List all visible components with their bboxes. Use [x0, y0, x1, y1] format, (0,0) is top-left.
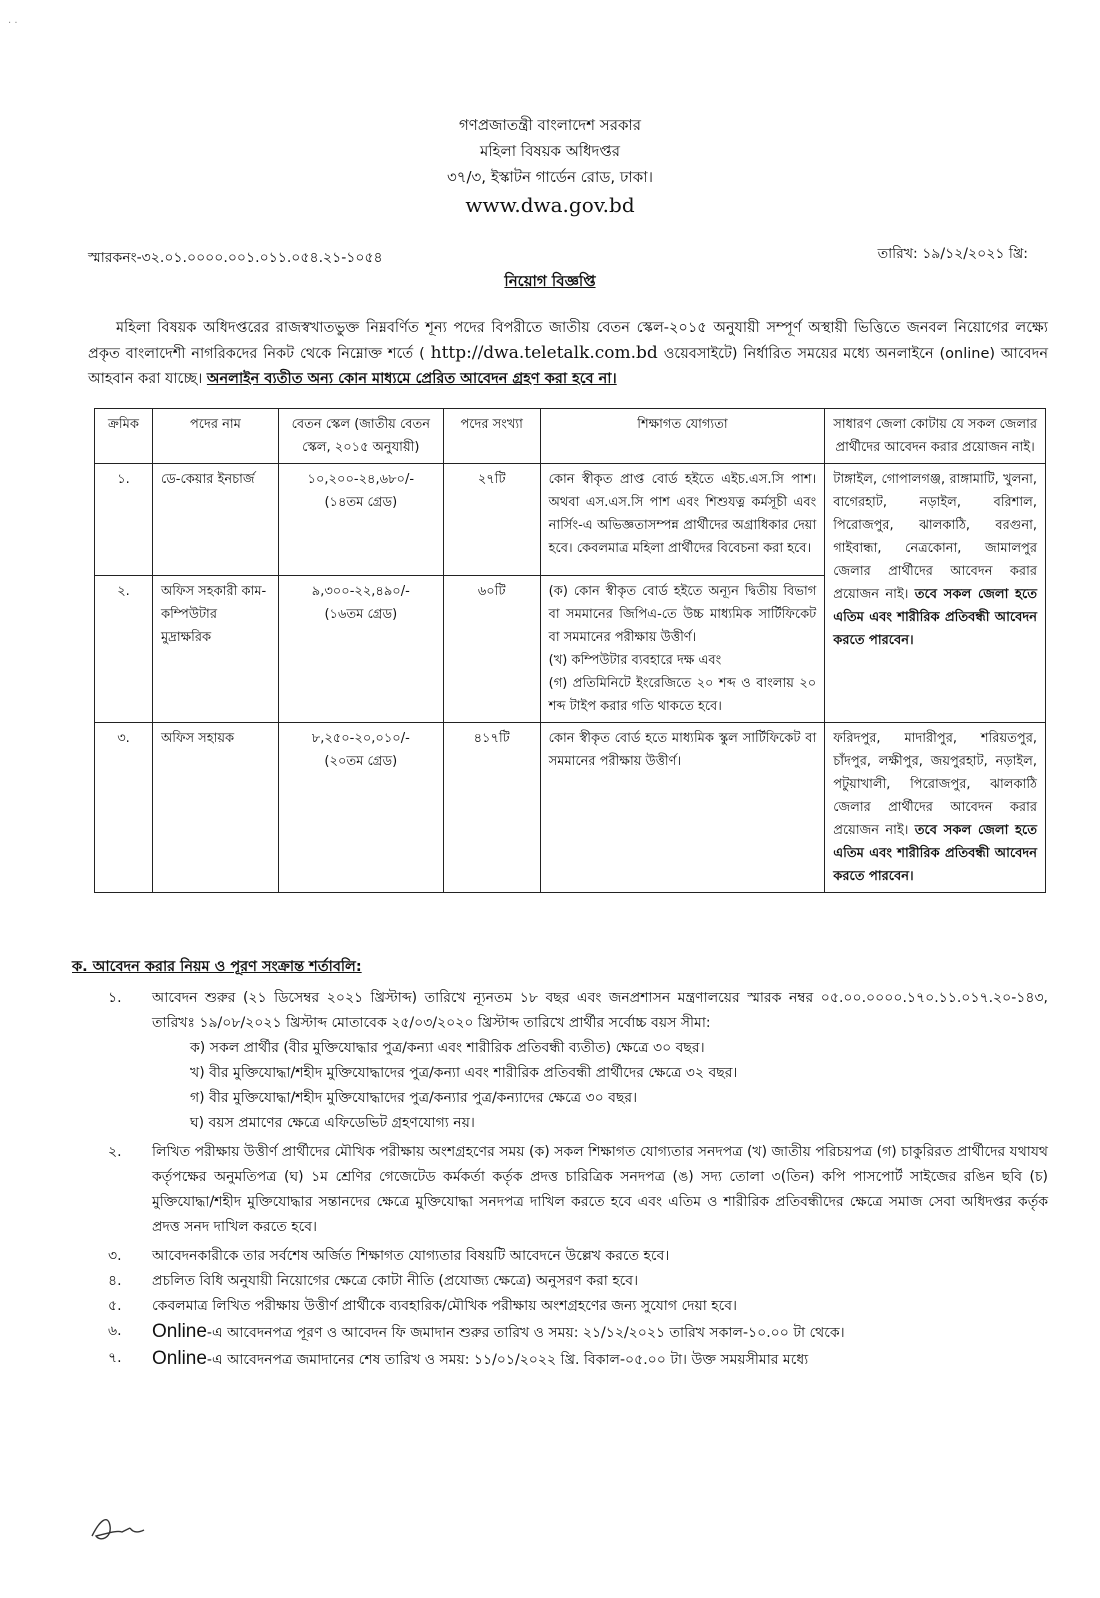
- row2-qual-a: (ক) কোন স্বীকৃত বোর্ড হইতে অন্যূন দ্বিতীয় বিভাগ বা সমমানের জিপিএ-তে উচ্চ মাধ্যমিক সার্টিফিকেট বা সমমানের পরীক্ষায় উত্তীর্ণ।: [548, 584, 817, 645]
- row1-qualification: কোন স্বীকৃত প্রাপ্ত বোর্ড হইতে এইচ.এস.সি পাশ। অথবা এস.এস.সি পাশ এবং শিশুযত্ন কর্মসূচী এবং নার্সিং-এ অভিজ্ঞতাসম্পন্ন প্রার্থীদের অগ্রাধিকার দেয়া হবে। কেবলমাত্র মহিলা প্রার্থীদের বিবেচনা করা হবে।: [540, 464, 825, 576]
- clause-3-number: ৩.: [108, 1248, 122, 1264]
- row2-qual-c: (গ) প্রতিমিনিটে ইংরেজিতে ২০ শব্দ ও বাংলায় ২০ শব্দ টাইপ করার গতি থাকতে হবে।: [548, 676, 817, 714]
- clause-7-online: Online: [152, 1348, 207, 1369]
- clause-6: [100, 1319, 1048, 1346]
- clause-5-text: কেবলমাত্র লিখিত পরীক্ষায় উত্তীর্ণ প্রার্থীকে ব্যবহারিক/মৌখিক পরীক্ষায় অংশগ্রহণের জন্য সুযোগ দেয়া হবে।: [152, 1298, 738, 1314]
- quota-group2-text: ফরিদপুর, মাদারীপুর, শরিয়তপুর, চাঁদপুর, লক্ষীপুর, জয়পুরহাট, নড়াইল, পটুয়াখালী, পিরোজপুর, ঝালকাঠি জেলার প্রার্থীদের আবেদন করার প্রয়োজন নাই।: [833, 731, 1037, 838]
- table-header-row: [95, 409, 1046, 464]
- clause-1-d: ঘ) বয়স প্রমাণের ক্ষেত্রে এফিডেভিট গ্রহণযোগ্য নয়।: [190, 1115, 475, 1131]
- clause-4-number: ৪.: [108, 1273, 122, 1289]
- row1-count: ২৭টি: [443, 464, 540, 576]
- row2-count: ৬০টি: [443, 576, 540, 723]
- row2-serial: ২.: [95, 576, 153, 723]
- row3-qualification: কোন স্বীকৃত বোর্ড হতে মাধ্যমিক স্কুল সার্টিফিকেট বা সমমানের পরীক্ষায় উত্তীর্ণ।: [540, 723, 825, 893]
- header-serial: ক্রমিক: [95, 409, 153, 464]
- row2-scale-cell: [278, 576, 443, 723]
- clause-5: [100, 1294, 1048, 1319]
- clause-2: [100, 1140, 1048, 1240]
- row3-serial: ৩.: [95, 723, 153, 893]
- intro-emphasis: অনলাইন ব্যতীত অন্য কোন মাধ্যমে প্রেরিত আবেদন গ্রহণ করা হবে না।: [206, 371, 617, 387]
- website[interactable]: www.dwa.gov.bd: [465, 193, 635, 217]
- clause-3: [100, 1244, 1048, 1269]
- row1-post: ডে-কেয়ার ইনচার্জ: [152, 464, 278, 576]
- department-name: মহিলা বিষয়ক অধিদপ্তর: [480, 142, 620, 160]
- header-count: পদের সংখ্যা: [443, 409, 540, 464]
- row2-grade: (১৬তম গ্রেড): [324, 607, 398, 622]
- intro-text-1: মহিলা বিষয়ক অধিদপ্তরের রাজস্বখাতভুক্ত নিম্নবর্ণিত শূন্য পদের বিপরীতে জাতীয় বেতন স্কেল-২০১৫ অনুযায়ী সম্পূর্ণ অস্থায়ী ভিত্তিতে জনবল নিয়োগের লক্ষ্যে প্রকৃত বাংলাদেশী নাগরিকদের নিকট থেকে নিম্নোক্ত শর্তে (: [88, 320, 1048, 362]
- scan-speck: · ·: [8, 18, 18, 29]
- row2-qualification: [540, 576, 825, 723]
- clause-3-text: আবেদনকারীকে তার সর্বশেষ অর্জিত শিক্ষাগত যোগ্যতার বিষয়টি আবেদনে উল্লেখ করতে হবে।: [152, 1248, 670, 1264]
- row1-scale: ১০,২০০-২৪,৬৮০/-: [307, 472, 415, 487]
- clause-6-online: Online: [152, 1321, 207, 1342]
- table-row: [95, 464, 1046, 576]
- clause-1-b: খ) বীর মুক্তিযোদ্ধা/শহীদ মুক্তিযোদ্ধাদের পুত্র/কন্যা এবং শারীরিক প্রতিবন্ধী প্রার্থীদের ক্ষেত্রে ৩২ বছর।: [190, 1065, 738, 1081]
- row3-scale: ৮,২৫০-২০,০১০/-: [311, 731, 410, 746]
- row1-serial: ১.: [95, 464, 153, 576]
- row1-grade: (১৪তম গ্রেড): [324, 495, 398, 510]
- row1-scale-cell: [278, 464, 443, 576]
- header-post: পদের নাম: [152, 409, 278, 464]
- clause-1-a: ক) সকল প্রার্থীর (বীর মুক্তিযোদ্ধার পুত্র/কন্যা এবং শারীরিক প্রতিবন্ধী ব্যতীত) ক্ষেত্রে ৩০ বছর।: [190, 1040, 705, 1056]
- row2-post: অফিস সহকারী কাম-কম্পিউটার মুদ্রাক্ষরিক: [152, 576, 278, 723]
- quota-group2-bold: তবে সকল জেলা হতে এতিম এবং শারীরিক প্রতিবন্ধী আবেদন করতে পারবেন।: [833, 823, 1037, 884]
- memo-number: স্মারকনং-৩২.০১.০০০০.০০১.০১১.০৫৪.২১-১০৫৪: [88, 250, 383, 266]
- clause-1-number: ১.: [108, 990, 122, 1006]
- clause-7: [100, 1346, 1048, 1373]
- quota-cell-2: [825, 723, 1046, 893]
- section-heading: ক. আবেদন করার নিয়ম ও পূরণ সংক্রান্ত শর্তাবলি:: [72, 959, 362, 975]
- clause-4: [100, 1269, 1048, 1294]
- posts-table: [94, 408, 1046, 893]
- application-url[interactable]: http://dwa.teletalk.com.bd: [430, 343, 658, 363]
- clause-1-c: গ) বীর মুক্তিযোদ্ধা/শহীদ মুক্তিযোদ্ধাদের পুত্র/কন্যার পুত্র/কন্যাদের ক্ষেত্রে ৩০ বছর।: [190, 1090, 638, 1106]
- quota-cell-1: [825, 464, 1046, 723]
- clause-7-text: -এ আবেদনপত্র জমাদানের শেষ তারিখ ও সময়: ১১/০১/২০২২ খ্রি. বিকাল-০৫.০০ টা। উক্ত সময়সীমার মধ্যে: [206, 1352, 809, 1368]
- header-qualification: শিক্ষাগত যোগ্যতা: [540, 409, 825, 464]
- clause-list: [100, 986, 1048, 1373]
- page-title: নিয়োগ বিজ্ঞপ্তি: [504, 272, 596, 290]
- govt-name: গণপ্রজাতন্ত্রী বাংলাদেশ সরকার: [458, 116, 642, 134]
- table-row: [95, 723, 1046, 893]
- row3-count: ৪১৭টি: [443, 723, 540, 893]
- intro-paragraph: [88, 316, 1048, 392]
- clause-2-number: ২.: [108, 1144, 122, 1160]
- address: ৩৭/৩, ইস্কাটন গার্ডেন রোড, ঢাকা।: [447, 168, 653, 186]
- clause-6-number: ৬.: [108, 1323, 122, 1339]
- signature-initial: [86, 1506, 156, 1546]
- clause-7-number: ৭.: [108, 1350, 122, 1366]
- row3-post: অফিস সহায়ক: [152, 723, 278, 893]
- clause-2-text: লিখিত পরীক্ষায় উত্তীর্ণ প্রার্থীদের মৌখিক পরীক্ষায় অংশগ্রহণের সময় (ক) সকল শিক্ষাগত যোগ্যতার সনদপত্র (খ) জাতীয় পরিচয়পত্র (গ) চাকুরিরত প্রার্থীদের যথাযথ কর্তৃপক্ষের অনুমতিপত্র (ঘ) ১ম শ্রেণির গেজেটেড কর্মকর্তা কর্তৃক প্রদত্ত চারিত্রিক সনদপত্র (ঙ) সদ্য তোলা ৩(তিন) কপি পাসপোর্ট সাইজের রঙিন ছবি (চ) মুক্তিযোদ্ধা/শহীদ মুক্তিযোদ্ধার সন্তানদের ক্ষেত্রে মুক্তিযোদ্ধা সনদপত্র দাখিল করতে হবে এবং এতিম ও শারীরিক প্রতিবন্ধীদের ক্ষেত্রে সমাজ সেবা অধিদপ্তর কর্তৃক প্রদত্ত সনদ দাখিল করতে হবে।: [152, 1144, 1048, 1235]
- quota-group1-text: টাঙ্গাইল, গোপালগঞ্জ, রাঙ্গামাটি, খুলনা, বাগেরহাট, নড়াইল, বরিশাল, পিরোজপুর, ঝালকাঠি, বরগুনা, গাইবান্ধা, নেত্রকোনা, জামালপুর জেলার প্রার্থীদের আবেদন করার প্রয়োজন নাই।: [833, 472, 1037, 602]
- header-scale: বেতন স্কেল (জাতীয় বেতন স্কেল, ২০১৫ অনুযায়ী): [278, 409, 443, 464]
- row3-grade: (২০তম গ্রেড): [324, 754, 398, 769]
- header-quota: সাধারণ জেলা কোটায় যে সকল জেলার প্রার্থীদের আবেদন করার প্রয়োজন নাই।: [825, 409, 1046, 464]
- row2-scale: ৯,৩০০-২২,৪৯০/-: [311, 584, 410, 599]
- clause-1: [100, 986, 1048, 1036]
- clause-6-text: -এ আবেদনপত্র পূরণ ও আবেদন ফি জমাদান শুরুর তারিখ ও সময়: ২১/১২/২০২১ তারিখ সকাল-১০.০০ টা থেকে।: [206, 1325, 845, 1341]
- row2-qual-b: (খ) কম্পিউটার ব্যবহারে দক্ষ এবং: [548, 653, 722, 668]
- clause-5-number: ৫.: [108, 1298, 122, 1314]
- row3-scale-cell: [278, 723, 443, 893]
- clause-4-text: প্রচলিত বিধি অনুযায়ী নিয়োগের ক্ষেত্রে কোটা নীতি (প্রযোজ্য ক্ষেত্রে) অনুসরণ করা হবে।: [152, 1273, 639, 1289]
- clause-1-text: আবেদন শুরুর (২১ ডিসেম্বর ২০২১ খ্রিস্টাব্দ) তারিখে ন্যূনতম ১৮ বছর এবং জনপ্রশাসন মন্ত্রণালয়ের স্মারক নম্বর ০৫.০০.০০০০.১৭০.১১.০১৭.২০-১৪৩, তারিখঃ ১৯/০৮/২০২১ খ্রিস্টাব্দ মোতাবেক ২৫/০৩/২০২০ খ্রিস্টাব্দ তারিখে প্রার্থীর সর্বোচ্চ বয়স সীমা:: [152, 990, 1048, 1031]
- quota-group1-bold: তবে সকল জেলা হতে এতিম এবং শারীরিক প্রতিবন্ধী আবেদন করতে পারবেন।: [833, 587, 1037, 648]
- notice-date: তারিখ: ১৯/১২/২০২১ খ্রি:: [877, 246, 1028, 262]
- intro-text-2: ওয়েবসাইটে) নির্ধারিত সময়ের মধ্যে অনলাইনে (online) আবেদন আহবান করা যাচ্ছে।: [88, 346, 1049, 387]
- letterhead: [0, 112, 1100, 220]
